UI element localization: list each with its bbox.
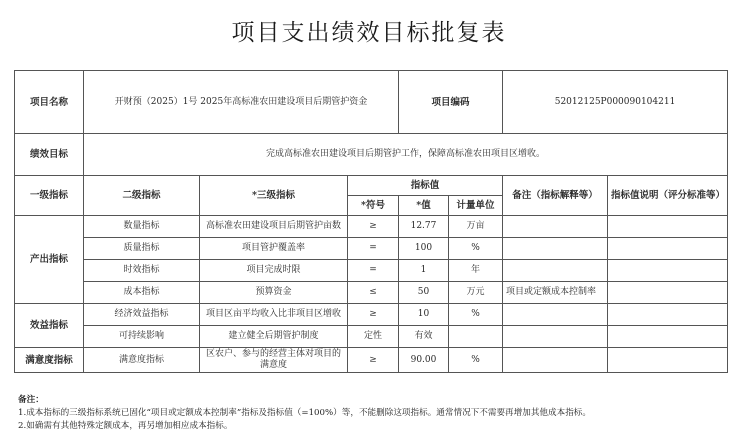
header-level1: 一级指标 bbox=[15, 176, 84, 216]
level1-cell: 产出指标 bbox=[15, 216, 84, 304]
remark-cell: 项目或定额成本控制率 bbox=[503, 282, 608, 304]
unit-cell: % bbox=[449, 238, 503, 260]
value-cell: 10 bbox=[399, 304, 449, 326]
page-title: 项目支出绩效目标批复表 bbox=[231, 20, 507, 46]
level2-cell: 满意度指标 bbox=[84, 348, 200, 373]
explain-cell bbox=[608, 260, 728, 282]
level1-cell: 满意度指标 bbox=[15, 348, 84, 373]
value-cell: 100 bbox=[399, 238, 449, 260]
value-cell: 12.77 bbox=[399, 216, 449, 238]
level2-cell: 经济效益指标 bbox=[84, 304, 200, 326]
level3-cell: 项目管护覆盖率 bbox=[200, 238, 348, 260]
unit-cell: % bbox=[449, 304, 503, 326]
unit-cell bbox=[449, 326, 503, 348]
explain-cell bbox=[608, 282, 728, 304]
remark-cell bbox=[503, 304, 608, 326]
goal-text: 完成高标准农田建设项目后期管护工作，保障高标准农田项目区增收。 bbox=[84, 134, 728, 176]
project-name-value: 开财预（2025）1号 2025年高标准农田建设项目后期管护资金 bbox=[84, 71, 399, 134]
header-val: *值 bbox=[399, 196, 449, 216]
unit-cell: 年 bbox=[449, 260, 503, 282]
remark-cell bbox=[503, 326, 608, 348]
level3-cell: 项目完成时限 bbox=[200, 260, 348, 282]
indicator-row bbox=[15, 238, 728, 260]
header-symbol: *符号 bbox=[348, 196, 399, 216]
level3-cell: 高标准农田建设项目后期管护亩数 bbox=[200, 216, 348, 238]
level3-cell: 区农户、参与的经营主体对项目的满意度 bbox=[200, 348, 348, 373]
note-line-2: 2.如确需有其他特殊定额成本，再另增加相应成本指标。 bbox=[18, 421, 233, 431]
header-level3: *三级指标 bbox=[200, 176, 348, 216]
level2-cell: 数量指标 bbox=[84, 216, 200, 238]
indicator-row bbox=[15, 260, 728, 282]
header-unit: 计量单位 bbox=[449, 196, 503, 216]
remark-cell bbox=[503, 348, 608, 373]
level3-cell: 项目区亩平均收入比非项目区增收 bbox=[200, 304, 348, 326]
project-code-value: 52012125P000090104211 bbox=[503, 71, 728, 134]
remark-cell bbox=[503, 260, 608, 282]
symbol-cell: ≤ bbox=[348, 282, 399, 304]
notes bbox=[18, 394, 591, 433]
explain-cell bbox=[608, 216, 728, 238]
indicator-row bbox=[15, 304, 728, 326]
explain-cell bbox=[608, 326, 728, 348]
symbol-cell: = bbox=[348, 238, 399, 260]
header-remark: 备注（指标解释等） bbox=[503, 176, 608, 216]
project-code-label: 项目编码 bbox=[399, 71, 503, 134]
symbol-cell: 定性 bbox=[348, 326, 399, 348]
level2-cell: 成本指标 bbox=[84, 282, 200, 304]
level3-cell: 预算资金 bbox=[200, 282, 348, 304]
header-value: 指标值 bbox=[348, 176, 503, 196]
level2-cell: 质量指标 bbox=[84, 238, 200, 260]
project-name-label: 项目名称 bbox=[15, 71, 84, 134]
indicator-row bbox=[15, 216, 728, 238]
symbol-cell: ≥ bbox=[348, 304, 399, 326]
value-cell: 50 bbox=[399, 282, 449, 304]
level3-cell: 建立健全后期管护制度 bbox=[200, 326, 348, 348]
level1-cell: 效益指标 bbox=[15, 304, 84, 348]
symbol-cell: ≥ bbox=[348, 348, 399, 373]
goal-label: 绩效目标 bbox=[15, 134, 84, 176]
header-level2: 二级指标 bbox=[84, 176, 200, 216]
remark-cell bbox=[503, 238, 608, 260]
symbol-cell: = bbox=[348, 260, 399, 282]
value-cell: 有效 bbox=[399, 326, 449, 348]
value-cell: 90.00 bbox=[399, 348, 449, 373]
level2-cell: 时效指标 bbox=[84, 260, 200, 282]
remark-cell bbox=[503, 216, 608, 238]
explain-cell bbox=[608, 348, 728, 373]
value-cell: 1 bbox=[399, 260, 449, 282]
header-explain: 指标值说明（评分标准等） bbox=[608, 176, 728, 216]
explain-cell bbox=[608, 304, 728, 326]
unit-cell: % bbox=[449, 348, 503, 373]
notes-heading: 备注： bbox=[18, 395, 44, 405]
indicator-row bbox=[15, 326, 728, 348]
unit-cell: 万元 bbox=[449, 282, 503, 304]
explain-cell bbox=[608, 238, 728, 260]
symbol-cell: ≥ bbox=[348, 216, 399, 238]
indicator-row bbox=[15, 348, 728, 373]
note-line-1: 1.成本指标的三级指标系统已固化“项目或定额成本控制率”指标及指标值（=100%）等，不能删除这项指标。通常情况下不需要再增加其他成本指标。 bbox=[18, 408, 591, 418]
performance-table bbox=[14, 70, 728, 373]
indicator-row bbox=[15, 282, 728, 304]
level2-cell: 可持续影响 bbox=[84, 326, 200, 348]
unit-cell: 万亩 bbox=[449, 216, 503, 238]
